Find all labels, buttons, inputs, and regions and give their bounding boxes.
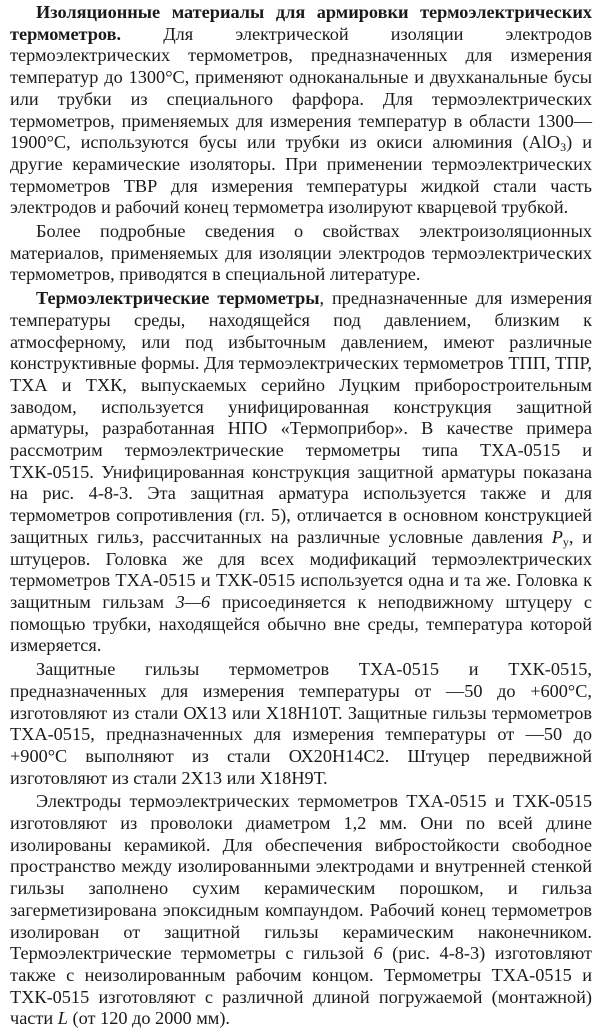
paragraph-heading: Изоляционные материалы для армировки термоэлектрических термометров. bbox=[10, 2, 592, 44]
text-run: P bbox=[551, 526, 563, 547]
subscript: у bbox=[562, 534, 569, 549]
paragraph-further-information bbox=[10, 221, 592, 286]
text-run: присоединяется к неподвижному штуцеру с помощью трубки, находящейся обычно вне среды, температура которой измеряется. bbox=[10, 591, 592, 656]
paragraph-heading: Термоэлектрические термометры bbox=[36, 288, 320, 309]
text-run: Более подробные сведения о свойствах электроизоляционных материалов, применяемых для изоляции электродов термоэлектрических термометров, приводятся в специальной литературе. bbox=[10, 221, 592, 285]
text-run: (рис. 4-8-3) изготовляют также с неизолированным рабочим концом. Термометры ТХА-0515 и ТХК-0515 изготовляют с различной длиной погружаемой (монтажной) части bbox=[10, 943, 592, 1029]
text-run: Для электрической изоляции электродов термоэлектрических термометров, предназначенных для измерения температур до 1300°С, применяют одноканальные и двухканальные бусы или трубки из специального фарфора. Для термоэлектрических термометров, применяемых для измерения температур в области 1300—1900°С, используются бусы или трубки из окиси алюминия (AlO bbox=[10, 23, 592, 153]
text-run: (от 120 до 2000 мм). bbox=[67, 1008, 230, 1029]
text-run: , и штуцеров. Головка же для всех модификаций термоэлектрических термометров ТХА-0515 и ТХК-0515 используется одна и та же. Головка к защитным гильзам bbox=[10, 526, 592, 612]
text-run: 6 bbox=[373, 943, 383, 964]
text-run: Защитные гильзы термометров ТХА-0515 и ТХК-0515, предназначенных для измерения температуры от —50 до +600°С, изготовляют из стали ОХ13 или Х18Н10Т. Защитные гильзы термометров ТХА-0515, предназначенных для измерения температуры от —50 до +900°С выполняют из стали ОХ20Н14С2. Штуцер передвижной изготовляют из стали 2Х13 или Х18Н9Т. bbox=[10, 659, 592, 788]
subscript: 3 bbox=[560, 140, 567, 155]
text-run: 3—6 bbox=[175, 591, 211, 612]
paragraph-insulation-materials bbox=[10, 2, 592, 219]
text-run: ) и другие керамические изоляторы. При применении термоэлектрических термометров ТВР для измерения температуры жидкой стали часть электродов и рабочий конец термометра изолируют кварцевой трубкой. bbox=[10, 132, 592, 218]
text-run: Электроды термоэлектрических термометров ТХА-0515 и ТХК-0515 изготовляют из проволоки диаметром 1,2 мм. Они по всей длине изолированы керамикой. Для обеспечения вибростойкости свободное пространство между изолированными электродами и внутренней стенкой гильзы заполнено сухим керамическим порошком, и гильза загерметизирована эпоксидным компаундом. Рабочий конец термометров изолирован от защитной гильзы керамическим наконечником. Термоэлектрические термометры с гильзой bbox=[10, 791, 592, 964]
text-run: , предназначенные для измерения температуры среды, находящейся под давлением, близким к атмосферному, или под избыточным давлением, имеют различные конструктивные формы. Для термоэлектрических термометров ТПП, ТПР, ТХА и ТХК, выпускаемых серийно Луцким приборостроительным заводом, используется унифицированная конструкция защитной арматуры, разработанная НПО «Термоприбор». В качестве примера рассмотрим термоэлектрические термометры типа ТХА-0515 и ТХК-0515. Унифицированная конструкция защитной арматуры показана на рис. 4-8-3. Эта защитная арматура используется также и для термометров сопротивления (гл. 5), отличается в основном конструкцией защитных гильз, рассчитанных на различные условные давления bbox=[10, 288, 592, 547]
paragraph-thermoelectric-thermometers bbox=[10, 288, 592, 657]
paragraph-electrodes bbox=[10, 791, 592, 1030]
paragraph-protective-sleeves bbox=[10, 659, 592, 789]
text-run: L bbox=[57, 1008, 68, 1029]
